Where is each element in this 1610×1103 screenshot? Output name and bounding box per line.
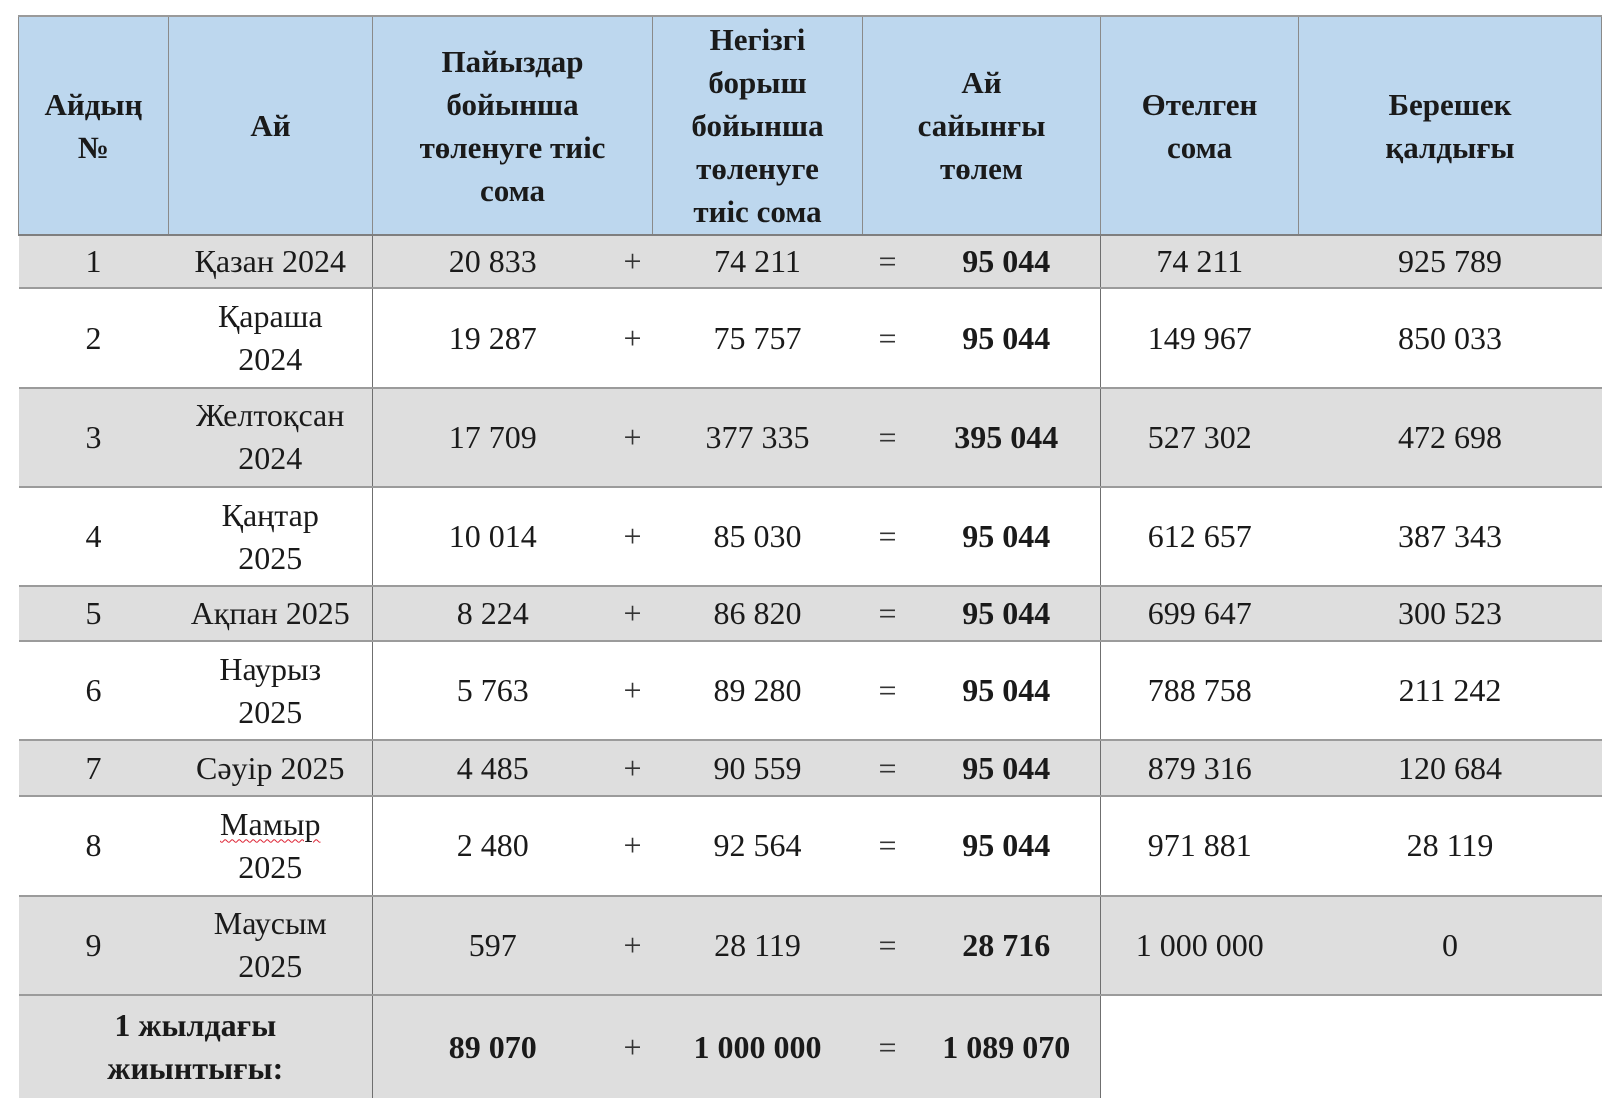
table-row: [19, 740, 1602, 795]
row-paid: 527 302: [1101, 388, 1299, 487]
equals-sign: =: [863, 388, 913, 487]
payment-schedule-table: [18, 15, 1602, 1098]
row-principal: 28 119: [653, 896, 863, 996]
row-paid: 971 881: [1101, 796, 1299, 896]
row-interest: 8 224: [373, 586, 613, 640]
row-interest: 5 763: [373, 641, 613, 741]
row-interest: 10 014: [373, 487, 613, 587]
row-balance: 472 698: [1299, 388, 1602, 487]
row-interest: 2 480: [373, 796, 613, 896]
row-balance: 387 343: [1299, 487, 1602, 587]
plus-sign: +: [613, 641, 653, 741]
row-balance: 300 523: [1299, 586, 1602, 640]
row-payment: 95 044: [913, 740, 1101, 795]
total-interest: 89 070: [373, 995, 613, 1098]
total-row: [19, 995, 1602, 1098]
row-month: Қаңтар 2025: [169, 487, 373, 587]
equals-sign: =: [863, 995, 913, 1098]
row-month: Сәуір 2025: [169, 740, 373, 795]
row-month: Наурыз 2025: [169, 641, 373, 741]
row-month: Қазан 2024: [169, 235, 373, 288]
plus-sign: +: [613, 896, 653, 996]
row-payment: 95 044: [913, 641, 1101, 741]
row-principal: 75 757: [653, 288, 863, 388]
row-paid: 612 657: [1101, 487, 1299, 587]
row-number: 6: [19, 641, 169, 741]
equals-sign: =: [863, 896, 913, 996]
total-principal: 1 000 000: [653, 995, 863, 1098]
table-row: [19, 796, 1602, 896]
row-payment: 95 044: [913, 288, 1101, 388]
row-paid: 1 000 000: [1101, 896, 1299, 996]
table-row: [19, 641, 1602, 741]
row-payment: 95 044: [913, 487, 1101, 587]
table-row: [19, 288, 1602, 388]
row-balance: 211 242: [1299, 641, 1602, 741]
row-number: 5: [19, 586, 169, 640]
row-number: 2: [19, 288, 169, 388]
plus-sign: +: [613, 995, 653, 1098]
equals-sign: =: [863, 586, 913, 640]
row-month: Маусым 2025: [169, 896, 373, 996]
header-principal: Негізгі борыш бойынша төленуге тиіс сома: [653, 16, 863, 235]
row-payment: 95 044: [913, 586, 1101, 640]
row-month: [169, 796, 373, 896]
total-empty-cell: [1101, 995, 1602, 1098]
table-row: [19, 586, 1602, 640]
row-paid: 879 316: [1101, 740, 1299, 795]
row-interest: 597: [373, 896, 613, 996]
row-month: Қараша 2024: [169, 288, 373, 388]
row-balance: 120 684: [1299, 740, 1602, 795]
row-number: 4: [19, 487, 169, 587]
plus-sign: +: [613, 740, 653, 795]
plus-sign: +: [613, 288, 653, 388]
equals-sign: =: [863, 796, 913, 896]
row-balance: 0: [1299, 896, 1602, 996]
row-number: 3: [19, 388, 169, 487]
row-paid: 788 758: [1101, 641, 1299, 741]
row-paid: 149 967: [1101, 288, 1299, 388]
table-row: [19, 235, 1602, 288]
plus-sign: +: [613, 388, 653, 487]
header-row: [19, 16, 1602, 235]
equals-sign: =: [863, 740, 913, 795]
row-month: Желтоқсан 2024: [169, 388, 373, 487]
row-principal: 90 559: [653, 740, 863, 795]
row-payment: 95 044: [913, 796, 1101, 896]
row-interest: 17 709: [373, 388, 613, 487]
row-paid: 699 647: [1101, 586, 1299, 640]
row-balance: 850 033: [1299, 288, 1602, 388]
header-month-number: Айдың №: [19, 16, 169, 235]
row-number: 9: [19, 896, 169, 996]
row-interest: 4 485: [373, 740, 613, 795]
plus-sign: +: [613, 796, 653, 896]
month-word: Мамыр: [220, 805, 321, 842]
equals-sign: =: [863, 288, 913, 388]
row-principal: 377 335: [653, 388, 863, 487]
row-balance: 925 789: [1299, 235, 1602, 288]
plus-sign: +: [613, 235, 653, 288]
total-label: 1 жылдағы жиынтығы:: [19, 995, 373, 1098]
plus-sign: +: [613, 487, 653, 587]
row-interest: 19 287: [373, 288, 613, 388]
table-row: [19, 487, 1602, 587]
header-monthly-payment: Ай сайынғы төлем: [863, 16, 1101, 235]
equals-sign: =: [863, 235, 913, 288]
row-principal: 74 211: [653, 235, 863, 288]
row-principal: 92 564: [653, 796, 863, 896]
row-month: Ақпан 2025: [169, 586, 373, 640]
row-balance: 28 119: [1299, 796, 1602, 896]
header-month: Ай: [169, 16, 373, 235]
table-row: [19, 388, 1602, 487]
header-remaining-balance: Берешек қалдығы: [1299, 16, 1602, 235]
row-number: 1: [19, 235, 169, 288]
row-payment: 95 044: [913, 235, 1101, 288]
total-payment: 1 089 070: [913, 995, 1101, 1098]
row-payment: 28 716: [913, 896, 1101, 996]
header-paid-amount: Өтелген сома: [1101, 16, 1299, 235]
row-principal: 85 030: [653, 487, 863, 587]
equals-sign: =: [863, 641, 913, 741]
month-year: 2025: [238, 848, 303, 885]
header-interest: Пайыздар бойынша төленуге тиіс сома: [373, 16, 653, 235]
row-paid: 74 211: [1101, 235, 1299, 288]
row-interest: 20 833: [373, 235, 613, 288]
row-number: 8: [19, 796, 169, 896]
row-principal: 86 820: [653, 586, 863, 640]
equals-sign: =: [863, 487, 913, 587]
table-row: [19, 896, 1602, 996]
row-number: 7: [19, 740, 169, 795]
plus-sign: +: [613, 586, 653, 640]
row-payment: 395 044: [913, 388, 1101, 487]
row-principal: 89 280: [653, 641, 863, 741]
